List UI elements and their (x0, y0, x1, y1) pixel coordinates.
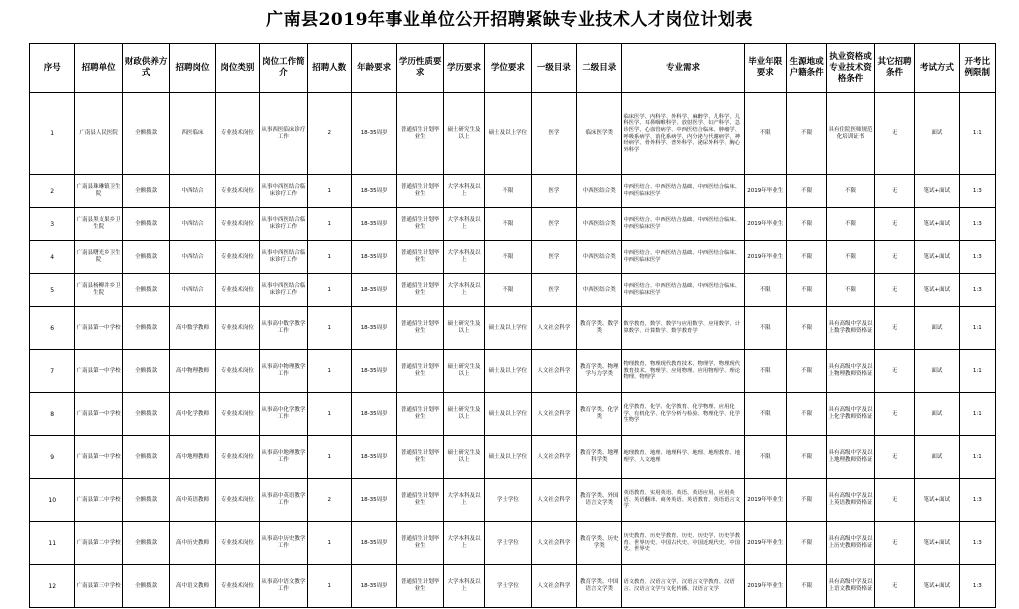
table-cell: 无 (874, 565, 914, 608)
table-cell: 广南县第二中学校 (75, 522, 122, 565)
table-cell: 2019年毕业生 (744, 208, 786, 241)
table-cell: 教育学类、数学类 (577, 307, 622, 350)
cell-index: 12 (30, 565, 75, 608)
table-cell: 人文社会科学 (531, 522, 576, 565)
table-cell: 18-35周岁 (351, 565, 396, 608)
table-cell: 无 (874, 175, 914, 208)
table-cell: 学士学位 (485, 522, 531, 565)
table-cell: 不限 (786, 393, 826, 436)
table-cell: 广南县杨柳井乡卫生院 (75, 274, 122, 307)
table-cell: 专业技术岗位 (215, 522, 259, 565)
table-cell: 不限 (786, 93, 826, 175)
table-cell: 专业技术岗位 (215, 350, 259, 393)
table-cell: 18-35周岁 (351, 522, 396, 565)
table-cell: 1:1 (959, 350, 995, 393)
table-cell: 从事高中英语教学工作 (260, 479, 307, 522)
table-cell: 专业技术岗位 (215, 565, 259, 608)
table-cell: 不限 (827, 175, 874, 208)
table-cell: 面试 (915, 436, 959, 479)
cell-index: 8 (30, 393, 75, 436)
table-cell: 普通招生计划毕业生 (397, 350, 443, 393)
table-cell: 无 (874, 307, 914, 350)
table-cell: 不限 (485, 274, 531, 307)
table-cell: 全额拨款 (122, 479, 169, 522)
table-cell: 具有高级中学及以上数学教师资格证 (827, 307, 874, 350)
table-cell: 大学本科及以上 (443, 241, 484, 274)
table-cell: 硕士及以上学位 (485, 350, 531, 393)
table-row (30, 93, 996, 175)
table-cell: 不限 (827, 208, 874, 241)
table-cell: 1 (307, 175, 351, 208)
table-cell: 笔试+面试 (915, 208, 959, 241)
table-row (30, 436, 996, 479)
table-cell: 医学 (531, 93, 576, 175)
header-cell: 专业需求 (622, 44, 744, 93)
table-cell: 不限 (485, 241, 531, 274)
table-cell: 不限 (786, 436, 826, 479)
table-cell: 不限 (827, 274, 874, 307)
table-cell: 笔试+面试 (915, 241, 959, 274)
table-cell: 普通招生计划毕业生 (397, 241, 443, 274)
table-row (30, 479, 996, 522)
cell-major-requirements: 历史教育、历史学教育、历史、历史学、历史学教育、世界历史、中国古代史、中国近现代史、中国史、世界史 (622, 522, 744, 565)
cell-major-requirements: 临床医学、内科学、外科学、麻醉学、儿科学、儿科医学、耳鼻咽喉科学、放射医学、妇产科学、急诊医学、心血管病学、中西医结合临床、肿瘤学、呼吸系病学、消化系病学、内分泌与代谢病学、神经病学、骨外科学、普外科学、泌尿外科学、胸心外科学 (622, 93, 744, 175)
table-cell: 18-35周岁 (351, 307, 396, 350)
table-cell: 普通招生计划毕业生 (397, 307, 443, 350)
table-cell: 具有高级中学及以上英语教师资格证 (827, 479, 874, 522)
header-cell: 岗位工作简介 (260, 44, 307, 93)
table-cell: 全额拨款 (122, 274, 169, 307)
table-cell: 18-35周岁 (351, 393, 396, 436)
table-cell: 具有住院医师规范化培训证书 (827, 93, 874, 175)
table-cell: 无 (874, 93, 914, 175)
table-row (30, 175, 996, 208)
table-cell: 高中数学教师 (170, 307, 215, 350)
cell-index: 2 (30, 175, 75, 208)
table-cell: 普通招生计划毕业生 (397, 93, 443, 175)
cell-major-requirements: 中西医结合、中西医结合基础、中西医结合临床、中西医临床医学 (622, 241, 744, 274)
table-cell: 不限 (744, 436, 786, 479)
table-cell: 不限 (786, 479, 826, 522)
table-cell: 硕士研究生及以上 (443, 436, 484, 479)
table-cell: 广南县第一中学校 (75, 350, 122, 393)
table-cell: 无 (874, 208, 914, 241)
table-cell: 18-35周岁 (351, 274, 396, 307)
table-cell: 从事中西医结合临床诊疗工作 (260, 241, 307, 274)
table-cell: 从事中西医结合临床诊疗工作 (260, 274, 307, 307)
header-cell: 一级目录 (531, 44, 576, 93)
table-cell: 广南县第一中学校 (75, 307, 122, 350)
cell-major-requirements: 语文教育、汉语言文学、汉语言文学教育、汉语言、汉语言文学与文化传播、汉语言文学 (622, 565, 744, 608)
cell-index: 3 (30, 208, 75, 241)
table-cell: 1 (307, 208, 351, 241)
header-cell: 岗位类别 (215, 44, 259, 93)
table-cell: 1:3 (959, 565, 995, 608)
table-cell: 全额拨款 (122, 436, 169, 479)
table-cell: 18-35周岁 (351, 350, 396, 393)
table-cell: 人文社会科学 (531, 307, 576, 350)
header-cell: 考试方式 (915, 44, 959, 93)
table-cell: 学士学位 (485, 479, 531, 522)
table-cell: 笔试+面试 (915, 479, 959, 522)
table-cell: 全额拨款 (122, 208, 169, 241)
table-cell: 2 (307, 93, 351, 175)
table-cell: 不限 (744, 350, 786, 393)
table-cell: 硕士研究生及以上 (443, 393, 484, 436)
table-cell: 具有高级中学及以上物理教师资格证 (827, 350, 874, 393)
cell-major-requirements: 物理教育、物理现代教育技术、物理学、物理现代教育技术、物理学、应用物理、应用物理学、理论物理、物理学 (622, 350, 744, 393)
table-cell: 学士学位 (485, 565, 531, 608)
table-cell: 18-35周岁 (351, 93, 396, 175)
table-cell: 临床医学类 (577, 93, 622, 175)
table-cell: 不限 (786, 241, 826, 274)
table-cell: 1:3 (959, 175, 995, 208)
table-cell: 面试 (915, 93, 959, 175)
header-cell: 开考比例限制 (959, 44, 995, 93)
table-row (30, 522, 996, 565)
cell-index: 7 (30, 350, 75, 393)
header-cell: 招聘单位 (75, 44, 122, 93)
table-cell: 普通招生计划毕业生 (397, 175, 443, 208)
table-cell: 高中历史教师 (170, 522, 215, 565)
cell-index: 6 (30, 307, 75, 350)
table-cell: 全额拨款 (122, 307, 169, 350)
table-cell: 广南县人民医院 (75, 93, 122, 175)
table-cell: 1 (307, 436, 351, 479)
header-row (30, 44, 996, 93)
table-cell: 大学本科及以上 (443, 208, 484, 241)
table-cell: 医学 (531, 241, 576, 274)
cell-major-requirements: 化学教育、化学、化学教育、化学物理、应用化学、有机化学、化学分析与检验、物理化学、化学生物学 (622, 393, 744, 436)
table-cell: 专业技术岗位 (215, 208, 259, 241)
table-cell: 专业技术岗位 (215, 393, 259, 436)
header-cell: 招聘岗位 (170, 44, 215, 93)
header-cell: 二级目录 (577, 44, 622, 93)
table-cell: 教育学类、物理学与力学类 (577, 350, 622, 393)
table-cell: 全额拨款 (122, 175, 169, 208)
table-cell: 专业技术岗位 (215, 307, 259, 350)
table-cell: 具有高级中学及以上语文教师资格证 (827, 565, 874, 608)
table-cell: 18-35周岁 (351, 479, 396, 522)
table-cell: 笔试+面试 (915, 175, 959, 208)
cell-major-requirements: 数学教育、数学、数学与应用数学、应用数学、计算数学、计算数学、数学教育学 (622, 307, 744, 350)
table-cell: 不限 (485, 208, 531, 241)
table-cell: 普通招生计划毕业生 (397, 393, 443, 436)
table-cell: 教育学类、地理科学类 (577, 436, 622, 479)
table-cell: 广南县黑支果乡卫生院 (75, 208, 122, 241)
table-cell: 1:3 (959, 274, 995, 307)
table-cell: 笔试+面试 (915, 565, 959, 608)
table-cell: 硕士研究生及以上 (443, 350, 484, 393)
table-cell: 中西医结合类 (577, 175, 622, 208)
header-cell: 学历性质要求 (397, 44, 443, 93)
table-cell: 硕士及以上学位 (485, 307, 531, 350)
table-cell: 无 (874, 436, 914, 479)
table-cell: 不限 (744, 393, 786, 436)
header-cell: 学历要求 (443, 44, 484, 93)
cell-major-requirements: 中西医结合、中西医结合基础、中西医结合临床、中西医临床医学 (622, 274, 744, 307)
table-cell: 1:3 (959, 522, 995, 565)
table-cell: 广南县珠琳镇卫生院 (75, 175, 122, 208)
table-cell: 全额拨款 (122, 241, 169, 274)
table-cell: 硕士及以上学位 (485, 93, 531, 175)
table-cell: 高中化学教师 (170, 393, 215, 436)
table-cell: 1:3 (959, 479, 995, 522)
table-cell: 专业技术岗位 (215, 274, 259, 307)
table-cell: 全额拨款 (122, 522, 169, 565)
table-cell: 大学本科及以上 (443, 175, 484, 208)
cell-index: 9 (30, 436, 75, 479)
table-row (30, 350, 996, 393)
table-cell: 1:3 (959, 208, 995, 241)
cell-major-requirements: 地理教育、地理、地理科学、地理、地理教育、地理学、人文地理 (622, 436, 744, 479)
table-cell: 教育学类、中国语言文学类 (577, 565, 622, 608)
header-cell: 执业资格或专业技术资格条件 (827, 44, 874, 93)
table-cell: 大学本科及以上 (443, 522, 484, 565)
table-cell: 普通招生计划毕业生 (397, 479, 443, 522)
table-cell: 1 (307, 241, 351, 274)
table-cell: 具有高级中学及以上化学教师资格证 (827, 393, 874, 436)
table-cell: 1 (307, 274, 351, 307)
table-cell: 人文社会科学 (531, 479, 576, 522)
table-cell: 大学本科及以上 (443, 565, 484, 608)
table-cell: 2019年毕业生 (744, 479, 786, 522)
table-cell: 不限 (744, 274, 786, 307)
cell-major-requirements: 英语教育、实用英语、英语、英语应用、应用英语、英语翻译、商务英语、英语教育、英语语言文学 (622, 479, 744, 522)
table-cell: 硕士及以上学位 (485, 436, 531, 479)
table-cell: 1 (307, 393, 351, 436)
table-cell: 1 (307, 307, 351, 350)
table-cell: 人文社会科学 (531, 393, 576, 436)
table-cell: 人文社会科学 (531, 436, 576, 479)
table-cell: 教育学类、历史学类 (577, 522, 622, 565)
table-cell: 中西医结合类 (577, 241, 622, 274)
table-cell: 广南县第一中学校 (75, 393, 122, 436)
table-cell: 具有高级中学及以上地理教师资格证 (827, 436, 874, 479)
table-cell: 高中物理教师 (170, 350, 215, 393)
table-cell: 中西结合 (170, 208, 215, 241)
table-cell: 从事高中数学教学工作 (260, 307, 307, 350)
table-cell: 从事中西医结合临床诊疗工作 (260, 208, 307, 241)
table-cell: 2 (307, 479, 351, 522)
table-cell: 专业技术岗位 (215, 479, 259, 522)
table-cell: 不限 (786, 208, 826, 241)
table-cell: 2019年毕业生 (744, 175, 786, 208)
table-body (30, 93, 996, 608)
table-cell: 18-35周岁 (351, 208, 396, 241)
table-cell: 18-35周岁 (351, 175, 396, 208)
table-cell: 面试 (915, 307, 959, 350)
table-cell: 无 (874, 274, 914, 307)
table-cell: 医学 (531, 208, 576, 241)
table-cell: 18-35周岁 (351, 241, 396, 274)
table-cell: 大学本科及以上 (443, 274, 484, 307)
header-cell: 年龄要求 (351, 44, 396, 93)
table-cell: 不限 (786, 307, 826, 350)
table-cell: 18-35周岁 (351, 436, 396, 479)
table-cell: 专业技术岗位 (215, 436, 259, 479)
table-cell: 2019年毕业生 (744, 241, 786, 274)
table-cell: 教育学类、化学类 (577, 393, 622, 436)
table-cell: 不限 (786, 522, 826, 565)
table-cell: 硕士研究生及以上 (443, 307, 484, 350)
table-cell: 中西结合 (170, 274, 215, 307)
table-cell: 不限 (485, 175, 531, 208)
table-cell: 从事高中历史教学工作 (260, 522, 307, 565)
header-cell: 序号 (30, 44, 75, 93)
header-cell: 财政供养方式 (122, 44, 169, 93)
cell-major-requirements: 中西医结合、中西医结合基础、中西医结合临床、中西医临床医学 (622, 208, 744, 241)
table-cell: 普通招生计划毕业生 (397, 522, 443, 565)
table-cell: 广南县第一中学校 (75, 436, 122, 479)
table-cell: 面试 (915, 350, 959, 393)
table-cell: 从事高中语文教学工作 (260, 565, 307, 608)
table-row (30, 274, 996, 307)
page-title: 广南县2019年事业单位公开招聘紧缺专业技术人才岗位计划表 (266, 10, 753, 30)
table-cell: 人文社会科学 (531, 350, 576, 393)
table-cell: 硕士研究生及以上 (443, 93, 484, 175)
table-cell: 大学本科及以上 (443, 479, 484, 522)
table-row (30, 241, 996, 274)
table-cell: 2019年毕业生 (744, 522, 786, 565)
table-cell: 普通招生计划毕业生 (397, 565, 443, 608)
table-cell: 普通招生计划毕业生 (397, 208, 443, 241)
header-cell: 其它招聘条件 (874, 44, 914, 93)
table-row (30, 208, 996, 241)
table-cell: 专业技术岗位 (215, 241, 259, 274)
table-cell: 具有高级中学及以上历史教师资格证 (827, 522, 874, 565)
table-row (30, 565, 996, 608)
table-cell: 2019年毕业生 (744, 565, 786, 608)
table-cell: 面试 (915, 393, 959, 436)
table-cell: 中西医结合类 (577, 274, 622, 307)
table-cell: 广南县第二中学校 (75, 479, 122, 522)
header-cell: 学位要求 (485, 44, 531, 93)
table-cell: 教育学类、外国语言文学类 (577, 479, 622, 522)
table-cell: 高中语文教师 (170, 565, 215, 608)
table-cell: 不限 (786, 565, 826, 608)
table-cell: 医学 (531, 175, 576, 208)
table-cell: 全额拨款 (122, 565, 169, 608)
table-cell: 高中地理教师 (170, 436, 215, 479)
cell-index: 11 (30, 522, 75, 565)
table-cell: 无 (874, 393, 914, 436)
table-cell: 无 (874, 522, 914, 565)
table-cell: 1:1 (959, 393, 995, 436)
cell-major-requirements: 中西医结合、中西医结合基础、中西医结合临床、中西医临床医学 (622, 175, 744, 208)
table-cell: 硕士及以上学位 (485, 393, 531, 436)
table-cell: 专业技术岗位 (215, 93, 259, 175)
header-cell: 招聘人数 (307, 44, 351, 93)
table-cell: 广南县第三中学校 (75, 565, 122, 608)
table-cell: 不限 (744, 93, 786, 175)
table-cell: 中西医结合类 (577, 208, 622, 241)
table-cell: 从事高中物理教学工作 (260, 350, 307, 393)
table-cell: 全额拨款 (122, 350, 169, 393)
table-cell: 普通招生计划毕业生 (397, 436, 443, 479)
table-cell: 不限 (744, 307, 786, 350)
table-cell: 专业技术岗位 (215, 175, 259, 208)
table-cell: 全额拨款 (122, 93, 169, 175)
table-cell: 1 (307, 522, 351, 565)
table-cell: 不限 (786, 175, 826, 208)
table-cell: 1:1 (959, 436, 995, 479)
table-cell: 从事高中化学教学工作 (260, 393, 307, 436)
table-cell: 中西结合 (170, 241, 215, 274)
table-cell: 全额拨款 (122, 393, 169, 436)
table-cell: 笔试+面试 (915, 274, 959, 307)
table-cell: 中西结合 (170, 175, 215, 208)
table-cell: 医学 (531, 274, 576, 307)
table-cell: 不限 (786, 350, 826, 393)
table-row (30, 393, 996, 436)
table-cell: 无 (874, 350, 914, 393)
cell-index: 4 (30, 241, 75, 274)
table-cell: 西医临床 (170, 93, 215, 175)
cell-index: 5 (30, 274, 75, 307)
table-cell: 高中英语教师 (170, 479, 215, 522)
table-cell: 普通招生计划毕业生 (397, 274, 443, 307)
table-cell: 无 (874, 241, 914, 274)
table-cell: 笔试+面试 (915, 522, 959, 565)
table-cell: 1:3 (959, 241, 995, 274)
table-cell: 人文社会科学 (531, 565, 576, 608)
table-cell: 不限 (827, 241, 874, 274)
table-cell: 1:1 (959, 307, 995, 350)
table-cell: 从事中西医结合临床诊疗工作 (260, 175, 307, 208)
table-cell: 从事西医临床诊疗工作 (260, 93, 307, 175)
table-row (30, 307, 996, 350)
table-cell: 广南县曙光乡卫生院 (75, 241, 122, 274)
recruitment-table (29, 43, 996, 608)
table-cell: 从事高中地理教学工作 (260, 436, 307, 479)
cell-index: 1 (30, 93, 75, 175)
table-cell: 1 (307, 565, 351, 608)
header-cell: 生源地或户籍条件 (786, 44, 826, 93)
header-cell: 毕业年限要求 (744, 44, 786, 93)
cell-index: 10 (30, 479, 75, 522)
table-cell: 1:1 (959, 93, 995, 175)
table-cell: 1 (307, 350, 351, 393)
table-cell: 不限 (786, 274, 826, 307)
table-cell: 无 (874, 479, 914, 522)
